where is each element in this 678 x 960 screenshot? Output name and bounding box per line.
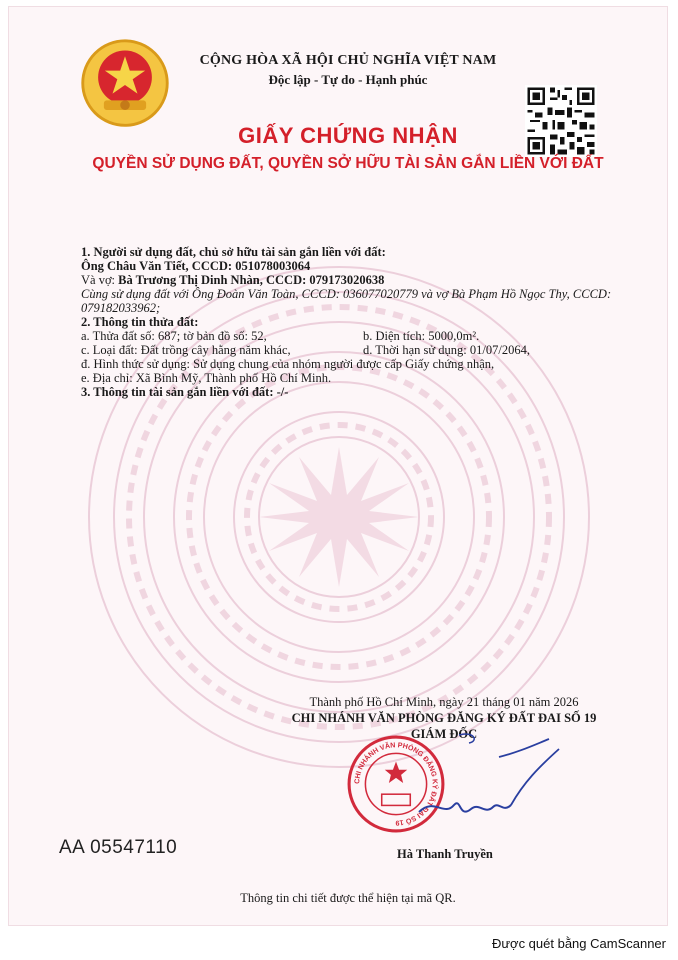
signature-icon	[399, 727, 579, 837]
land-type: c. Loại đất: Đất trồng cây hằng năm khác,	[81, 343, 291, 357]
spouse-prefix: Và vợ:	[81, 273, 119, 287]
parcel-area: b. Diện tích: 5000,0m².	[363, 329, 480, 343]
serial-number: AA 05547110	[59, 837, 178, 858]
issuing-office: CHI NHÁNH VĂN PHÒNG ĐĂNG KÝ ĐẤT ĐAI SỐ 19	[291, 711, 597, 725]
issue-date: Thành phố Hồ Chí Minh, ngày 21 tháng 01 năm 2026	[309, 695, 579, 709]
owner-line: Ông Châu Văn Tiết, CCCD: 051078003064	[81, 259, 311, 273]
motto: Độc lập - Tự do - Hạnh phúc	[268, 72, 428, 87]
parcel-row-2	[81, 343, 641, 357]
certificate-body	[81, 245, 641, 399]
nation-heading: CỘNG HÒA XÃ HỘI CHỦ NGHĨA VIỆT NAM	[199, 53, 497, 68]
parcel-address: e. Địa chỉ: Xã Bình Mỹ, Thành phố Hồ Chí Minh.	[81, 371, 332, 385]
section3-heading: 3. Thông tin tài sản gắn liền với đất: -/-	[81, 385, 289, 399]
spouse-line	[81, 273, 641, 287]
co-users-line-1: Cùng sử dụng đất với Ông Đoàn Văn Toàn, CCCD: 036077020779 và vợ Bà Phạm Hồ Ngọc Thy, CCCD:	[81, 287, 612, 301]
certificate-page	[8, 6, 668, 926]
co-users-line-2: 079182033962;	[81, 301, 161, 315]
parcel-row-1	[81, 329, 641, 343]
camscanner-watermark: Được quét bằng CamScanner	[491, 936, 666, 951]
seal-text: CHI NHÁNH VĂN PHÒNG ĐĂNG KÝ ĐẤT ĐAI SỐ 19	[353, 741, 439, 827]
qr-footer-note: Thông tin chi tiết được thể hiện tại mã QR.	[240, 891, 456, 905]
section2-heading: 2. Thông tin thửa đất:	[81, 315, 199, 329]
signer-position: GIÁM ĐỐC	[410, 727, 478, 741]
spouse-name: Bà Trương Thị Dinh Nhàn, CCCD: 079173020638	[118, 273, 385, 287]
usage-form: đ. Hình thức sử dụng: Sử dụng chung của nhóm người được cấp Giấy chứng nhận,	[81, 357, 495, 371]
certificate-title: GIẤY CHỨNG NHẬN	[238, 123, 458, 148]
signer-name: Hà Thanh Truyền	[397, 847, 493, 861]
section1-heading: 1. Người sử dụng đất, chủ sở hữu tài sản gắn liền với đất:	[81, 245, 386, 259]
certificate-subtitle: QUYỀN SỬ DỤNG ĐẤT, QUYỀN SỞ HỮU TÀI SẢN GẮN LIỀN VỚI ĐẤT	[92, 155, 604, 172]
parcel-number: a. Thửa đất số: 687; tờ bản đồ số: 52,	[81, 329, 267, 343]
usage-term: d. Thời hạn sử dụng: 01/07/2064,	[363, 343, 530, 357]
